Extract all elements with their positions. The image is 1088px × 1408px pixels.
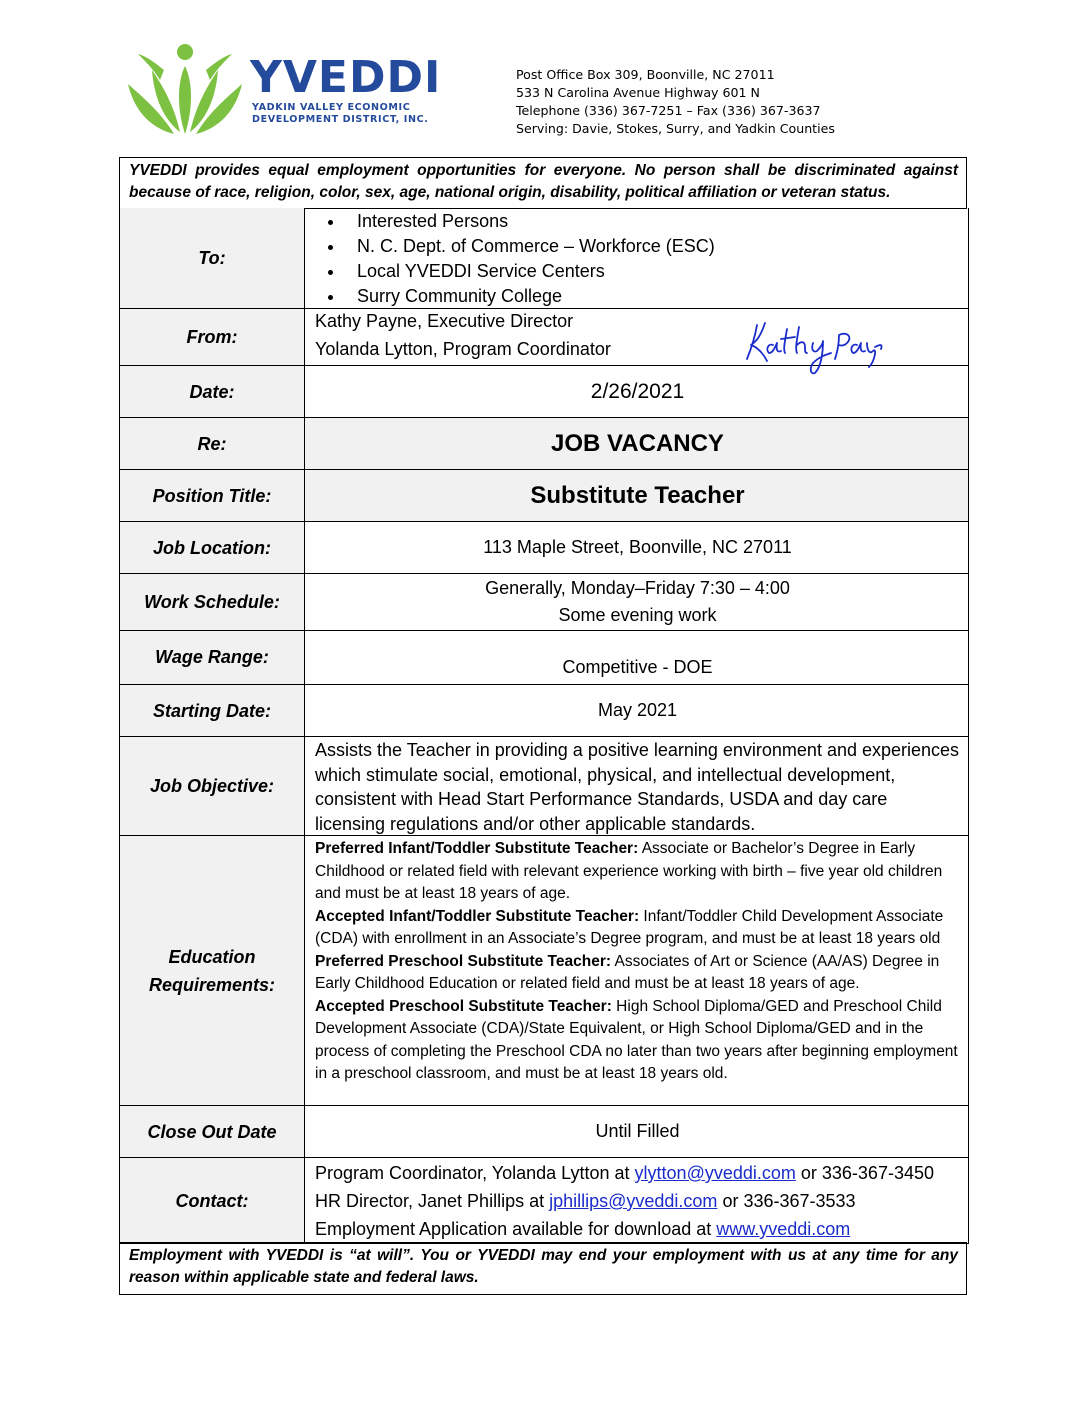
address-line: Telephone (336) 367-7251 – Fax (336) 367-3637: [516, 103, 821, 118]
address-line: Post Office Box 309, Boonville, NC 27011: [516, 67, 775, 82]
value-re: JOB VACANCY: [305, 418, 968, 469]
equal-opportunity-notice: YVEDDI provides equal employment opportunities for everyone. No person shall be discriminated against because of race, religion, color, sex, age, national origin, disability, political affiliation or veteran status.: [119, 157, 967, 209]
list-item: • Local YVEDDI Service Centers: [345, 259, 960, 284]
education-item: Preferred Preschool Substitute Teacher: Associates of Art or Science (AA/AS) Degree in Early Childhood Education or related field and must be at least 18 years of age.: [315, 952, 940, 992]
value-job-location: 113 Maple Street, Boonville, NC 27011: [483, 537, 792, 557]
label-to: To:: [120, 208, 305, 308]
row-wage-range: [120, 630, 968, 684]
label-education-requirements: Education Requirements:: [120, 836, 305, 1105]
contact-line: Employment Application available for download at www.yveddi.com: [315, 1219, 851, 1239]
row-from: [120, 308, 968, 365]
yveddi-logo: [124, 40, 464, 140]
row-job-location: [120, 521, 968, 573]
value-date: 2/26/2021: [590, 380, 685, 403]
contact-line: Program Coordinator, Yolanda Lytton at ylytton@yveddi.com or 336-367-3450: [315, 1163, 934, 1183]
label-re: Re:: [120, 418, 305, 469]
value-wage-range: Competitive - DOE: [562, 657, 713, 677]
leaf-person-logo-icon: [124, 40, 246, 136]
row-education-requirements: [120, 835, 968, 1105]
label-date: Date:: [120, 366, 305, 417]
schedule-line-2: Some evening work: [558, 605, 717, 625]
value-work-schedule: [305, 574, 968, 630]
memo-table: [119, 208, 969, 1244]
label-close-out-date: Close Out Date: [120, 1106, 305, 1157]
brand-subtitle: YADKIN VALLEY ECONOMIC DEVELOPMENT DISTRICT, INC.: [252, 102, 429, 125]
education-item: Preferred Infant/Toddler Substitute Teacher: Associate or Bachelor’s Degree in Early Childhood or related field with relevant experience working with birth – five year old children and must be at least 18 years of age.: [315, 840, 943, 902]
row-job-objective: [120, 736, 968, 835]
list-item: • Surry Community College: [345, 284, 960, 309]
value-contact: [305, 1158, 968, 1243]
value-starting-date: May 2021: [597, 700, 678, 720]
list-item: • N. C. Dept. of Commerce – Workforce (ESC): [345, 234, 960, 259]
label-contact: Contact:: [120, 1158, 305, 1243]
recipient-list: [315, 209, 960, 309]
contact-line: HR Director, Janet Phillips at jphillips@yveddi.com or 336-367-3533: [315, 1191, 856, 1211]
from-line-2: Yolanda Lytton, Program Coordinator: [315, 339, 611, 359]
value-to: [305, 208, 968, 308]
row-contact: [120, 1157, 968, 1243]
value-from: [305, 309, 968, 365]
value-position-title: Substitute Teacher: [305, 470, 968, 521]
row-position-title: [120, 469, 968, 521]
email-link-jphillips[interactable]: jphillips@yveddi.com: [549, 1191, 718, 1211]
list-item: • Interested Persons: [345, 209, 960, 234]
education-item: Accepted Preschool Substitute Teacher: High School Diploma/GED and Preschool Child Development Associate (CDA)/State Equivalent, or High School Diploma/GED and in the process of completing the Preschool CDA no later than two years after beginning employment in a preschool classroom, and must be at least 18 years old.: [315, 997, 958, 1082]
row-starting-date: [120, 684, 968, 736]
label-from: From:: [120, 309, 305, 365]
schedule-line-1: Generally, Monday–Friday 7:30 – 4:00: [485, 578, 790, 598]
brand-name: YVEDDI: [250, 52, 442, 103]
from-line-1: Kathy Payne, Executive Director: [315, 311, 574, 331]
row-close-out-date: [120, 1105, 968, 1157]
value-close-out-date: Until Filled: [595, 1121, 680, 1141]
label-work-schedule: Work Schedule:: [120, 574, 305, 630]
row-work-schedule: [120, 573, 968, 630]
row-to: [120, 208, 968, 308]
label-job-location: Job Location:: [120, 522, 305, 573]
value-education-requirements: [305, 836, 968, 1105]
label-wage-range: Wage Range:: [120, 631, 305, 684]
education-item: Accepted Infant/Toddler Substitute Teacher: Infant/Toddler Child Development Associate (CDA) with enrollment in an Associate’s Degree program, and must be at least 18 years old: [315, 907, 944, 947]
at-will-notice: Employment with YVEDDI is “at will”. You or YVEDDI may end your employment with us at any time for any reason within applicable state and federal laws.: [119, 1242, 967, 1295]
address-line: 533 N Carolina Avenue Highway 601 N: [516, 85, 760, 100]
address-line: Serving: Davie, Stokes, Surry, and Yadkin Counties: [516, 121, 835, 136]
signature-image: [743, 315, 883, 377]
value-job-objective: Assists the Teacher in providing a positive learning environment and experiences which stimulate social, emotional, physical, and intellectual development, consistent with Head Start Performance Standards, USDA and day care licensing regulations and/or other applicable standards.: [315, 740, 960, 834]
label-starting-date: Starting Date:: [120, 685, 305, 736]
address-block: [516, 66, 835, 138]
row-re: [120, 417, 968, 469]
email-link-ylytton[interactable]: ylytton@yveddi.com: [634, 1163, 796, 1183]
label-job-objective: Job Objective:: [120, 737, 305, 835]
label-position-title: Position Title:: [120, 470, 305, 521]
website-link[interactable]: www.yveddi.com: [716, 1219, 851, 1239]
